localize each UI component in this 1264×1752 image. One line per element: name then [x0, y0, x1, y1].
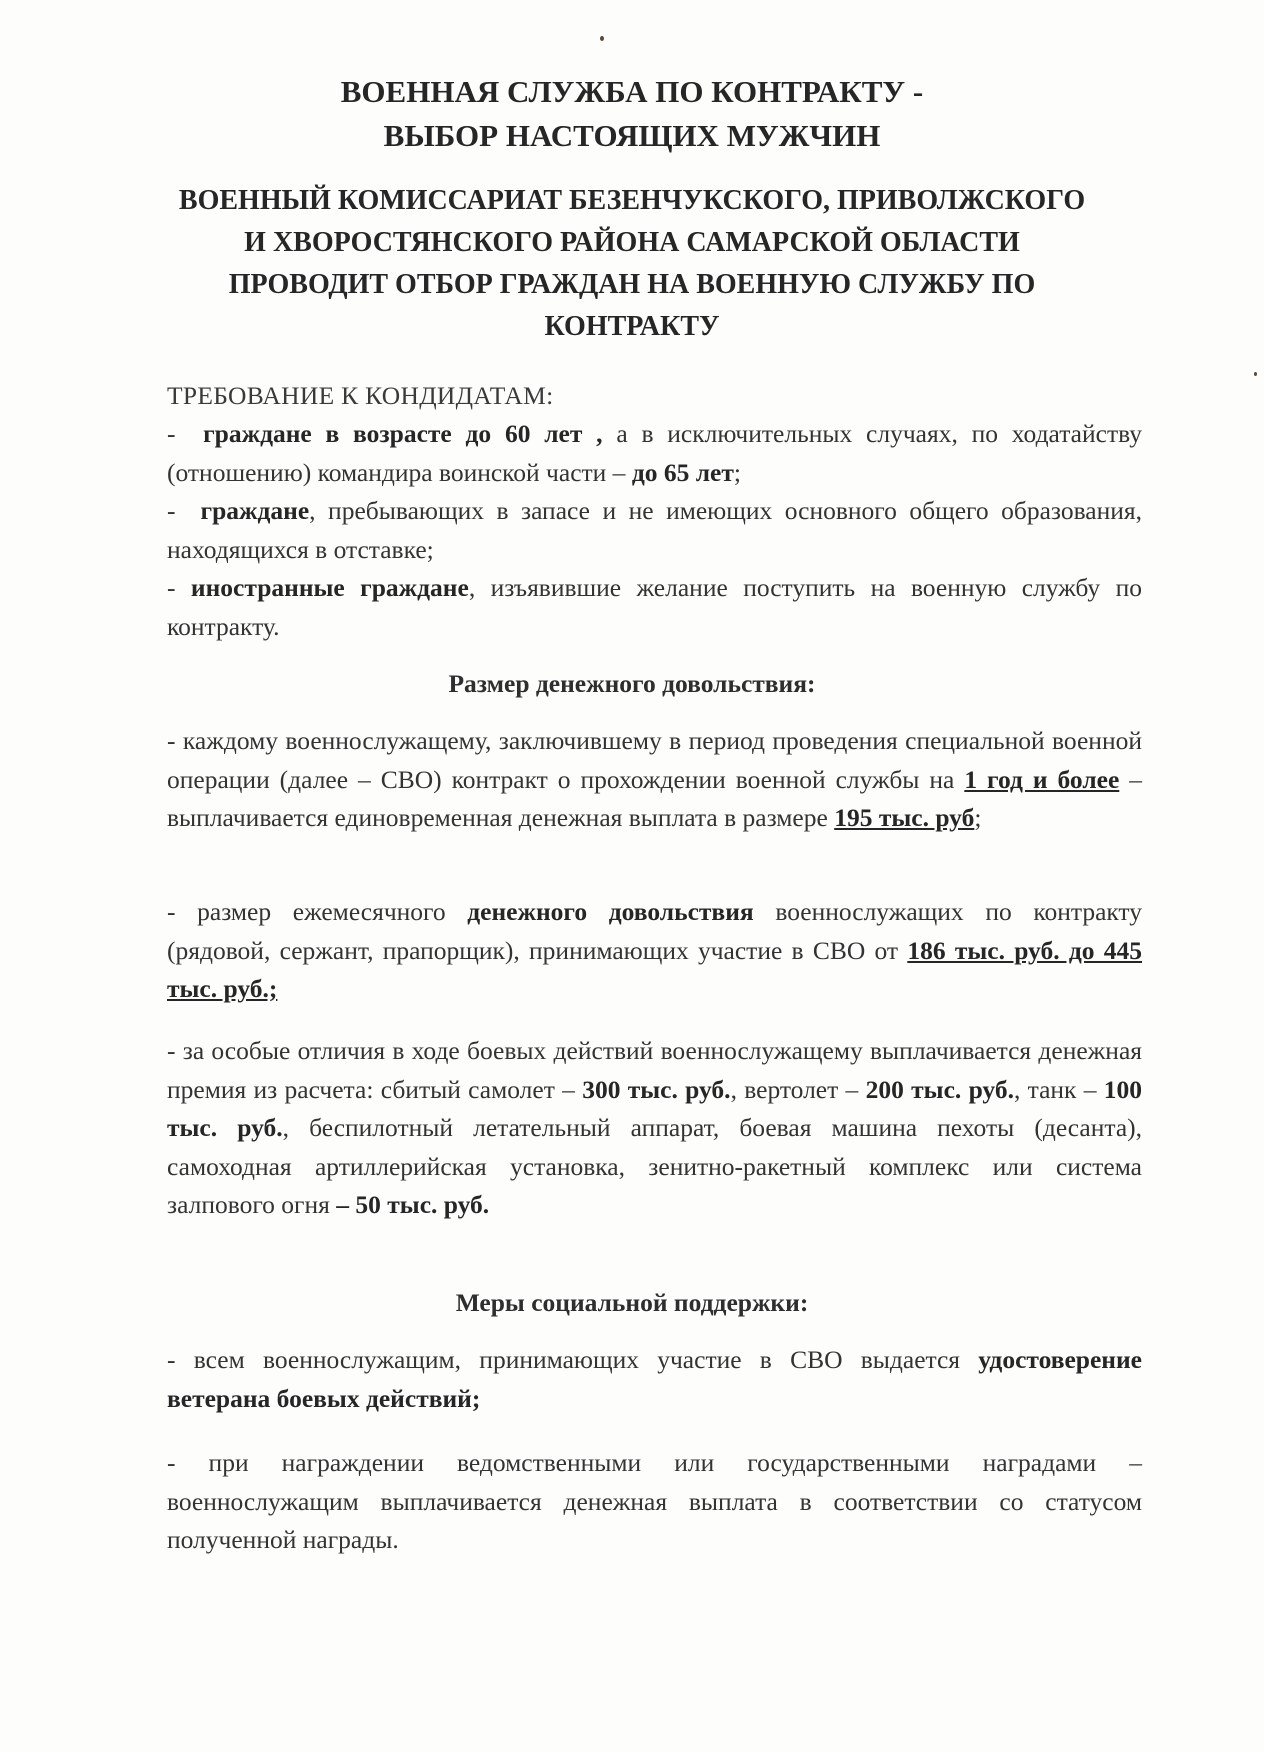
- allowance-bonus-text-4: , беспилотный летательный аппарат, боевая машина пехоты (десанта), самоходная артиллерийская установка, зенитно-ракетный комплекс или система залпового огня: [167, 1113, 1143, 1219]
- scan-speck: [600, 36, 604, 41]
- allowance-item-monthly: [167, 893, 1142, 1009]
- bonus-helicopter: 200 тыс. руб.: [865, 1074, 1014, 1104]
- requirement-age-text: а в исключительных случаях, по ходатайству (отношению) командира воинской части –: [167, 419, 1143, 487]
- requirement-reserve-text: , пребывающих в запасе и не имеющих основного общего образования, находящихся в отставке;: [167, 496, 1142, 564]
- support-awards-paragraph: [167, 1444, 1142, 1560]
- requirement-foreign-text: , изъявившие желание поступить на военную службу по контракту.: [167, 573, 1142, 641]
- allowance-monthly-paragraph: [167, 893, 1142, 1009]
- support-item-awards: [167, 1444, 1142, 1560]
- subtitle-line-2: И ХВОРОСТЯНСКОГО РАЙОНА САМАРСКОЙ ОБЛАСТИ: [244, 227, 1020, 258]
- allowance-monthly-bold: денежного довольствия: [467, 897, 754, 926]
- support-heading: Меры социальной поддержки:: [455, 1288, 809, 1317]
- allowance-lump-sum-paragraph: [167, 722, 1142, 838]
- allowance-item-bonus: [167, 1032, 1142, 1225]
- requirement-reserve-bold: граждане: [200, 496, 310, 525]
- allowance-heading: Размер денежного довольствия:: [448, 669, 816, 698]
- support-veteran-bold: удостоверение ветерана боевых действий;: [167, 1345, 1142, 1413]
- list-dash: -: [167, 496, 201, 525]
- bonus-tank: 100 тыс. руб.: [167, 1074, 1143, 1142]
- subtitle-line-4: КОНТРАКТУ: [544, 311, 720, 342]
- page-subtitle: [0, 180, 1264, 348]
- requirement-item-age: [167, 415, 1142, 492]
- requirements-heading: ТРЕБОВАНИЕ К КОНДИДАТАМ:: [167, 381, 554, 410]
- list-dash: -: [167, 419, 204, 448]
- allowance-contract-term: 1 год и более: [964, 764, 1120, 794]
- requirement-age-end: ;: [733, 457, 741, 487]
- allowance-monthly-text-2: военнослужащих по контракту (рядовой, сержант, прапорщик), принимающих участие в СВО от: [167, 897, 1142, 965]
- support-veteran-paragraph: [167, 1341, 1142, 1418]
- requirement-item-reserve: [167, 492, 1142, 569]
- support-item-veteran: [167, 1341, 1142, 1418]
- list-dash: -: [167, 573, 191, 602]
- bonus-airplane: 300 тыс. руб.: [582, 1074, 731, 1104]
- subtitle-line-3: ПРОВОДИТ ОТБОР ГРАЖДАН НА ВОЕННУЮ СЛУЖБУ ПО: [228, 269, 1036, 300]
- bonus-other-equipment: – 50 тыс. руб.: [336, 1190, 490, 1219]
- page-title: [0, 70, 1264, 158]
- allowance-lump-sum-end: ;: [974, 803, 982, 832]
- allowance-lump-sum-text-2: – выплачивается единовременная денежная выплата в размере: [167, 764, 1142, 832]
- allowance-lump-sum-text-1: - каждому военнослужащему, заключившему в период проведения специальной военной операции (далее – СВО) контракт о прохождении военной службы на: [167, 726, 1142, 794]
- title-line-1: ВОЕННАЯ СЛУЖБА ПО КОНТРАКТУ -: [340, 74, 924, 109]
- allowance-bonus-text-2: , вертолет –: [730, 1074, 866, 1104]
- allowance-bonus-text-1: - за особые отличия в ходе боевых действий военнослужащему выплачивается денежная премия из расчета: сбитый самолет –: [167, 1036, 1142, 1104]
- support-awards-text: - при награждении ведомственными или государственными наградами – военнослужащим выплачивается денежная выплата в соответствии со статусом полученной награды.: [167, 1448, 1142, 1554]
- allowance-monthly-range: 186 тыс. руб. до 445 тыс. руб.;: [167, 935, 1142, 1003]
- allowance-monthly-text-1: - размер ежемесячного: [167, 897, 468, 926]
- title-line-2: ВЫБОР НАСТОЯЩИХ МУЖЧИН: [383, 118, 881, 153]
- allowance-bonus-text-3: , танк –: [1013, 1074, 1104, 1104]
- allowance-item-lump-sum: [167, 722, 1142, 838]
- requirement-foreign-bold: иностранные граждане: [190, 573, 469, 602]
- support-veteran-text: - всем военнослужащим, принимающих участие в СВО выдается: [167, 1345, 979, 1374]
- scan-speck: [1254, 372, 1257, 376]
- allowance-lump-sum-amount: 195 тыс. руб: [834, 803, 975, 832]
- requirement-age-limit: до 65 лет: [631, 457, 734, 487]
- allowance-bonus-paragraph: [167, 1032, 1142, 1225]
- requirement-age-bold: граждане в возрасте до 60 лет ,: [203, 419, 603, 448]
- requirements-list: [167, 415, 1142, 646]
- subtitle-line-1: ВОЕННЫЙ КОМИССАРИАТ БЕЗЕНЧУКСКОГО, ПРИВОЛЖСКОГО: [178, 185, 1086, 216]
- requirement-item-foreign: [167, 569, 1142, 646]
